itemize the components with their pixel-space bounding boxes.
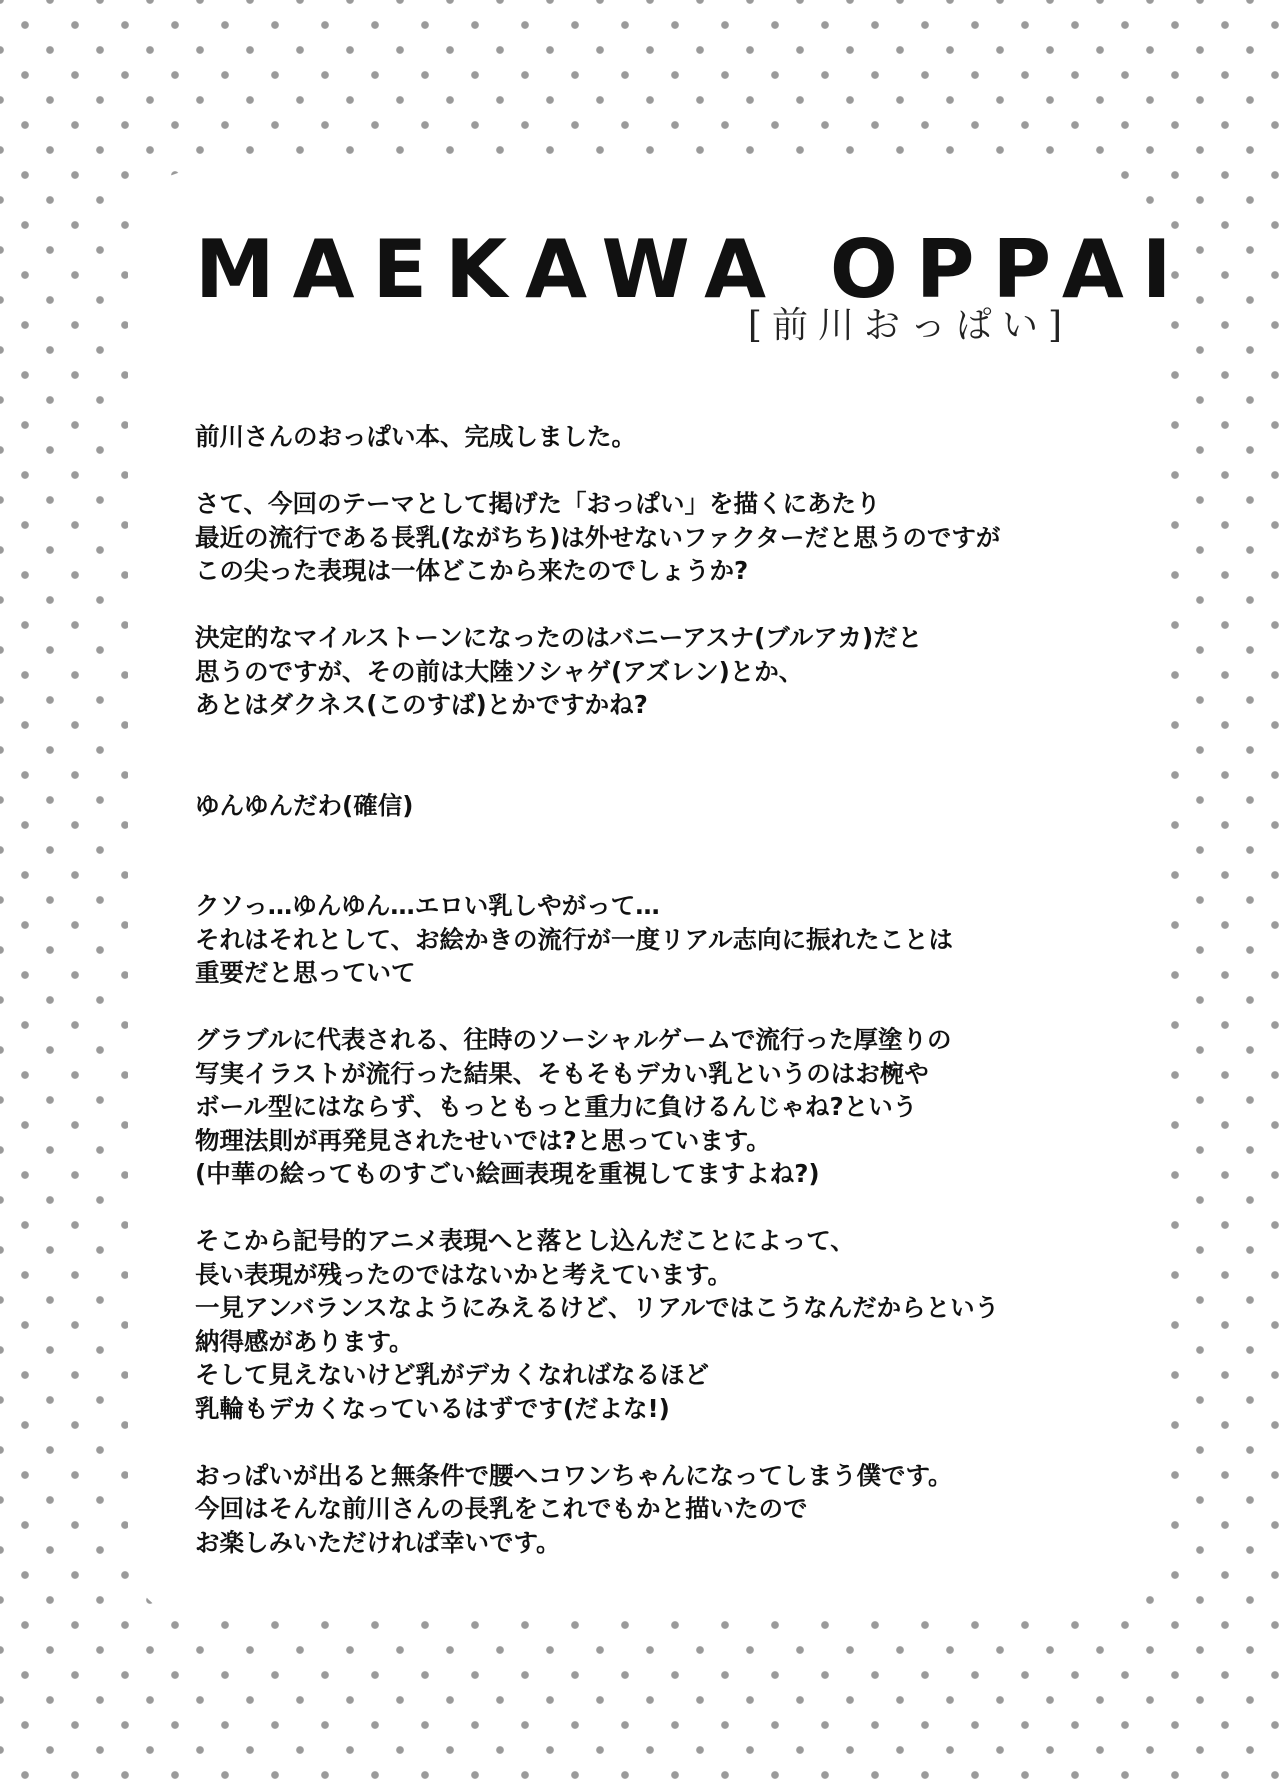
text-line: (中華の絵ってものすごい絵画表現を重視してますよね?) (195, 1159, 820, 1188)
text-line: 決定的なマイルストーンになったのはバニーアスナ(ブルアカ)だと (195, 623, 923, 652)
text-line: クソっ…ゆんゆん…エロい乳しやがって… (195, 891, 660, 920)
text-line: それはそれとして、お絵かきの流行が一度リアル志向に振れたことは (195, 924, 954, 954)
text-line: 長い表現が残ったのではないかと考えています。 (195, 1259, 733, 1289)
page-title: MAEKAWA OPPAI (195, 223, 1190, 316)
paragraph-6 (195, 1023, 1135, 1191)
text-line: グラブルに代表される、往時のソーシャルゲームで流行った厚塗りの (195, 1025, 952, 1054)
text-line: さて、今回のテーマとして掲げた「おっぱい」を描くにあたり (195, 489, 881, 518)
paragraph-3 (195, 621, 1135, 722)
text-line: 納得感があります。 (195, 1326, 414, 1356)
text-line: 思うのですが、その前は大陸ソシャゲ(アズレン)とか、 (195, 656, 804, 686)
text-line: お楽しみいただければ幸いです。 (195, 1527, 561, 1557)
paragraph-1 (195, 420, 1135, 454)
afterword-body (195, 420, 1135, 1593)
text-line: 最近の流行である長乳(ながちち)は外せないファクターだと思うのですが (195, 522, 1001, 552)
paragraph-4 (195, 789, 1135, 823)
paragraph-2 (195, 487, 1135, 588)
text-line: おっぱいが出ると無条件で腰へコワンちゃんになってしまう僕です。 (195, 1460, 953, 1490)
text-line: 乳輪もデカくなっているはずです(だよな!) (195, 1393, 670, 1423)
text-line: 前川さんのおっぱい本、完成しました。 (195, 422, 636, 451)
text-line: 物理法則が再発見されたせいでは?と思っています。 (195, 1125, 771, 1155)
paragraph-7 (195, 1224, 1135, 1425)
text-line: そこから記号的アニメ表現へと落とし込んだことによって、 (195, 1226, 855, 1255)
paragraph-8 (195, 1459, 1135, 1560)
text-line: あとはダクネス(このすば)とかですかね? (195, 690, 648, 719)
paragraph-5 (195, 889, 1135, 990)
text-line: 写実イラストが流行った結果、そもそもデカい乳というのはお椀や (195, 1058, 929, 1088)
text-line: ゆんゆんだわ(確信) (195, 790, 414, 820)
text-line: 今回はそんな前川さんの長乳をこれでもかと描いたので (195, 1494, 808, 1523)
page-subtitle: [前川おっぱい] (747, 305, 1072, 346)
text-line: 一見アンバランスなようにみえるけど、リアルではこうなんだからという (195, 1293, 1000, 1322)
text-line: 重要だと思っていて (195, 958, 416, 987)
text-line: ボール型にはならず、もっともっと重力に負けるんじゃね?という (195, 1092, 918, 1121)
text-line: そして見えないけど乳がデカくなればなるほど (195, 1360, 710, 1389)
text-line: この尖った表現は一体どこから来たのでしょうか? (195, 556, 749, 585)
